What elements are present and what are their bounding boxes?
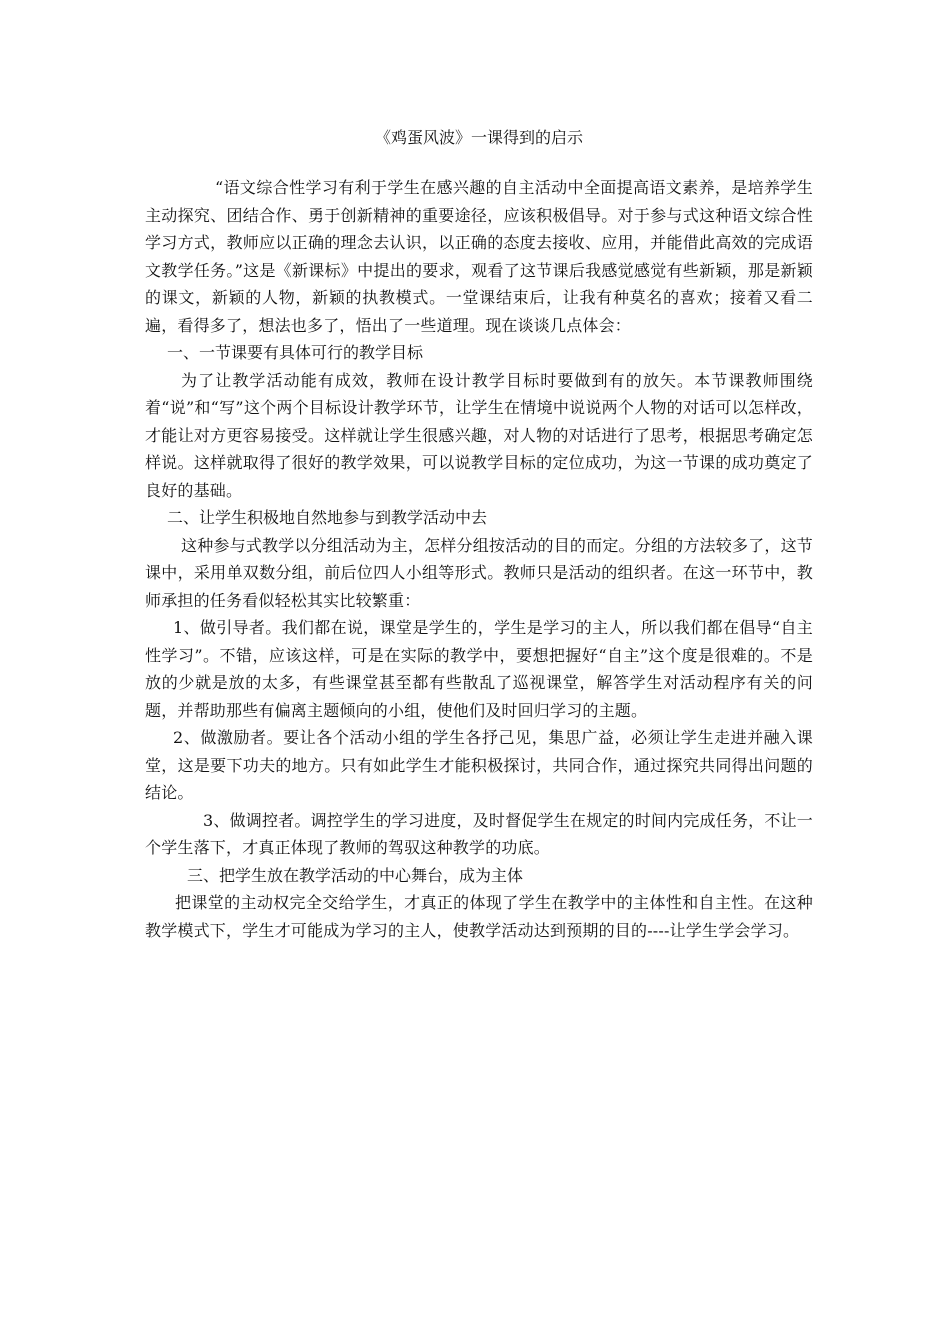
document-title: 《鸡蛋风波》一课得到的启示	[374, 128, 583, 147]
list-item-controller: 3、做调控者。调控学生的学习进度，及时督促学生在规定的时间内完成任务，不让一个学生落下，才真正体现了教师的驾驭这种教学的功底。	[145, 810, 813, 857]
section-2-heading: 二、让学生积极地自然地参与到教学活动中去	[167, 508, 488, 527]
section-1-heading: 一、一节课要有具体可行的教学目标	[167, 343, 424, 362]
list-item-guide: 1、做引导者。我们都在说，课堂是学生的，学生是学习的主人，所以我们都在倡导“自主性学习”。不错，应该这样，可是在实际的教学中，要想把握好“自主”这个度是很难的。不是放的少就是放的太多，有些课堂甚至都有些散乱了巡视课堂，解答学生对活动程序有关的问题，并帮助那些有偏离主题倾向的小组，使他们及时回归学习的主题。	[145, 618, 813, 720]
list-item-motivator: 2、做激励者。要让各个活动小组的学生各抒己见，集思广益，必须让学生走进并融入课堂，这是要下功夫的地方。只有如此学生才能积极探讨，共同合作，通过探究共同得出问题的结论。	[145, 728, 813, 802]
document-page	[145, 124, 813, 944]
section-2-paragraph: 这种参与式教学以分组活动为主，怎样分组按活动的目的而定。分组的方法较多了，这节课中，采用单双数分组，前后位四人小组等形式。教师只是活动的组织者。在这一环节中，教师承担的任务看似轻松其实比较繁重：	[145, 535, 813, 610]
section-1-paragraph: 为了让教学活动能有成效，教师在设计教学目标时要做到有的放矢。本节课教师围绕着“说”和“写”这个两个目标设计教学环节，让学生在情境中说说两个人物的对话可以怎样改，才能让对方更容易接受。这样就让学生很感兴趣，对人物的对话进行了思考，根据思考确定怎样说。这样就取得了很好的教学效果，可以说教学目标的定位成功，为这一节课的成功奠定了良好的基础。	[145, 370, 813, 500]
section-3-heading: 三、把学生放在教学活动的中心舞台，成为主体	[187, 865, 524, 885]
intro-paragraph: “语文综合性学习有利于学生在感兴趣的自主活动中全面提高语文素养，是培养学生主动探究、团结合作、勇于创新精神的重要途径，应该积极倡导。对于参与式这种语文综合性学习方式，教师应以正确的理念去认识，以正确的态度去接收、应用，并能借此高效的完成语文教学任务。”这是《新课标》中提出的要求，观看了这节课后我感觉感觉有些新颖，那是新颖的课文，新颖的人物，新颖的执教模式。一堂课结束后，让我有种莫名的喜欢；接着又看二遍，看得多了，想法也多了，悟出了一些道理。现在谈谈几点体会：	[145, 178, 813, 335]
section-3-paragraph: 把课堂的主动权完全交给学生，才真正的体现了学生在教学中的主体性和自主性。在这种教学模式下，学生才可能成为学习的主人，使教学活动达到预期的目的----让学生学会学习。	[145, 893, 813, 940]
